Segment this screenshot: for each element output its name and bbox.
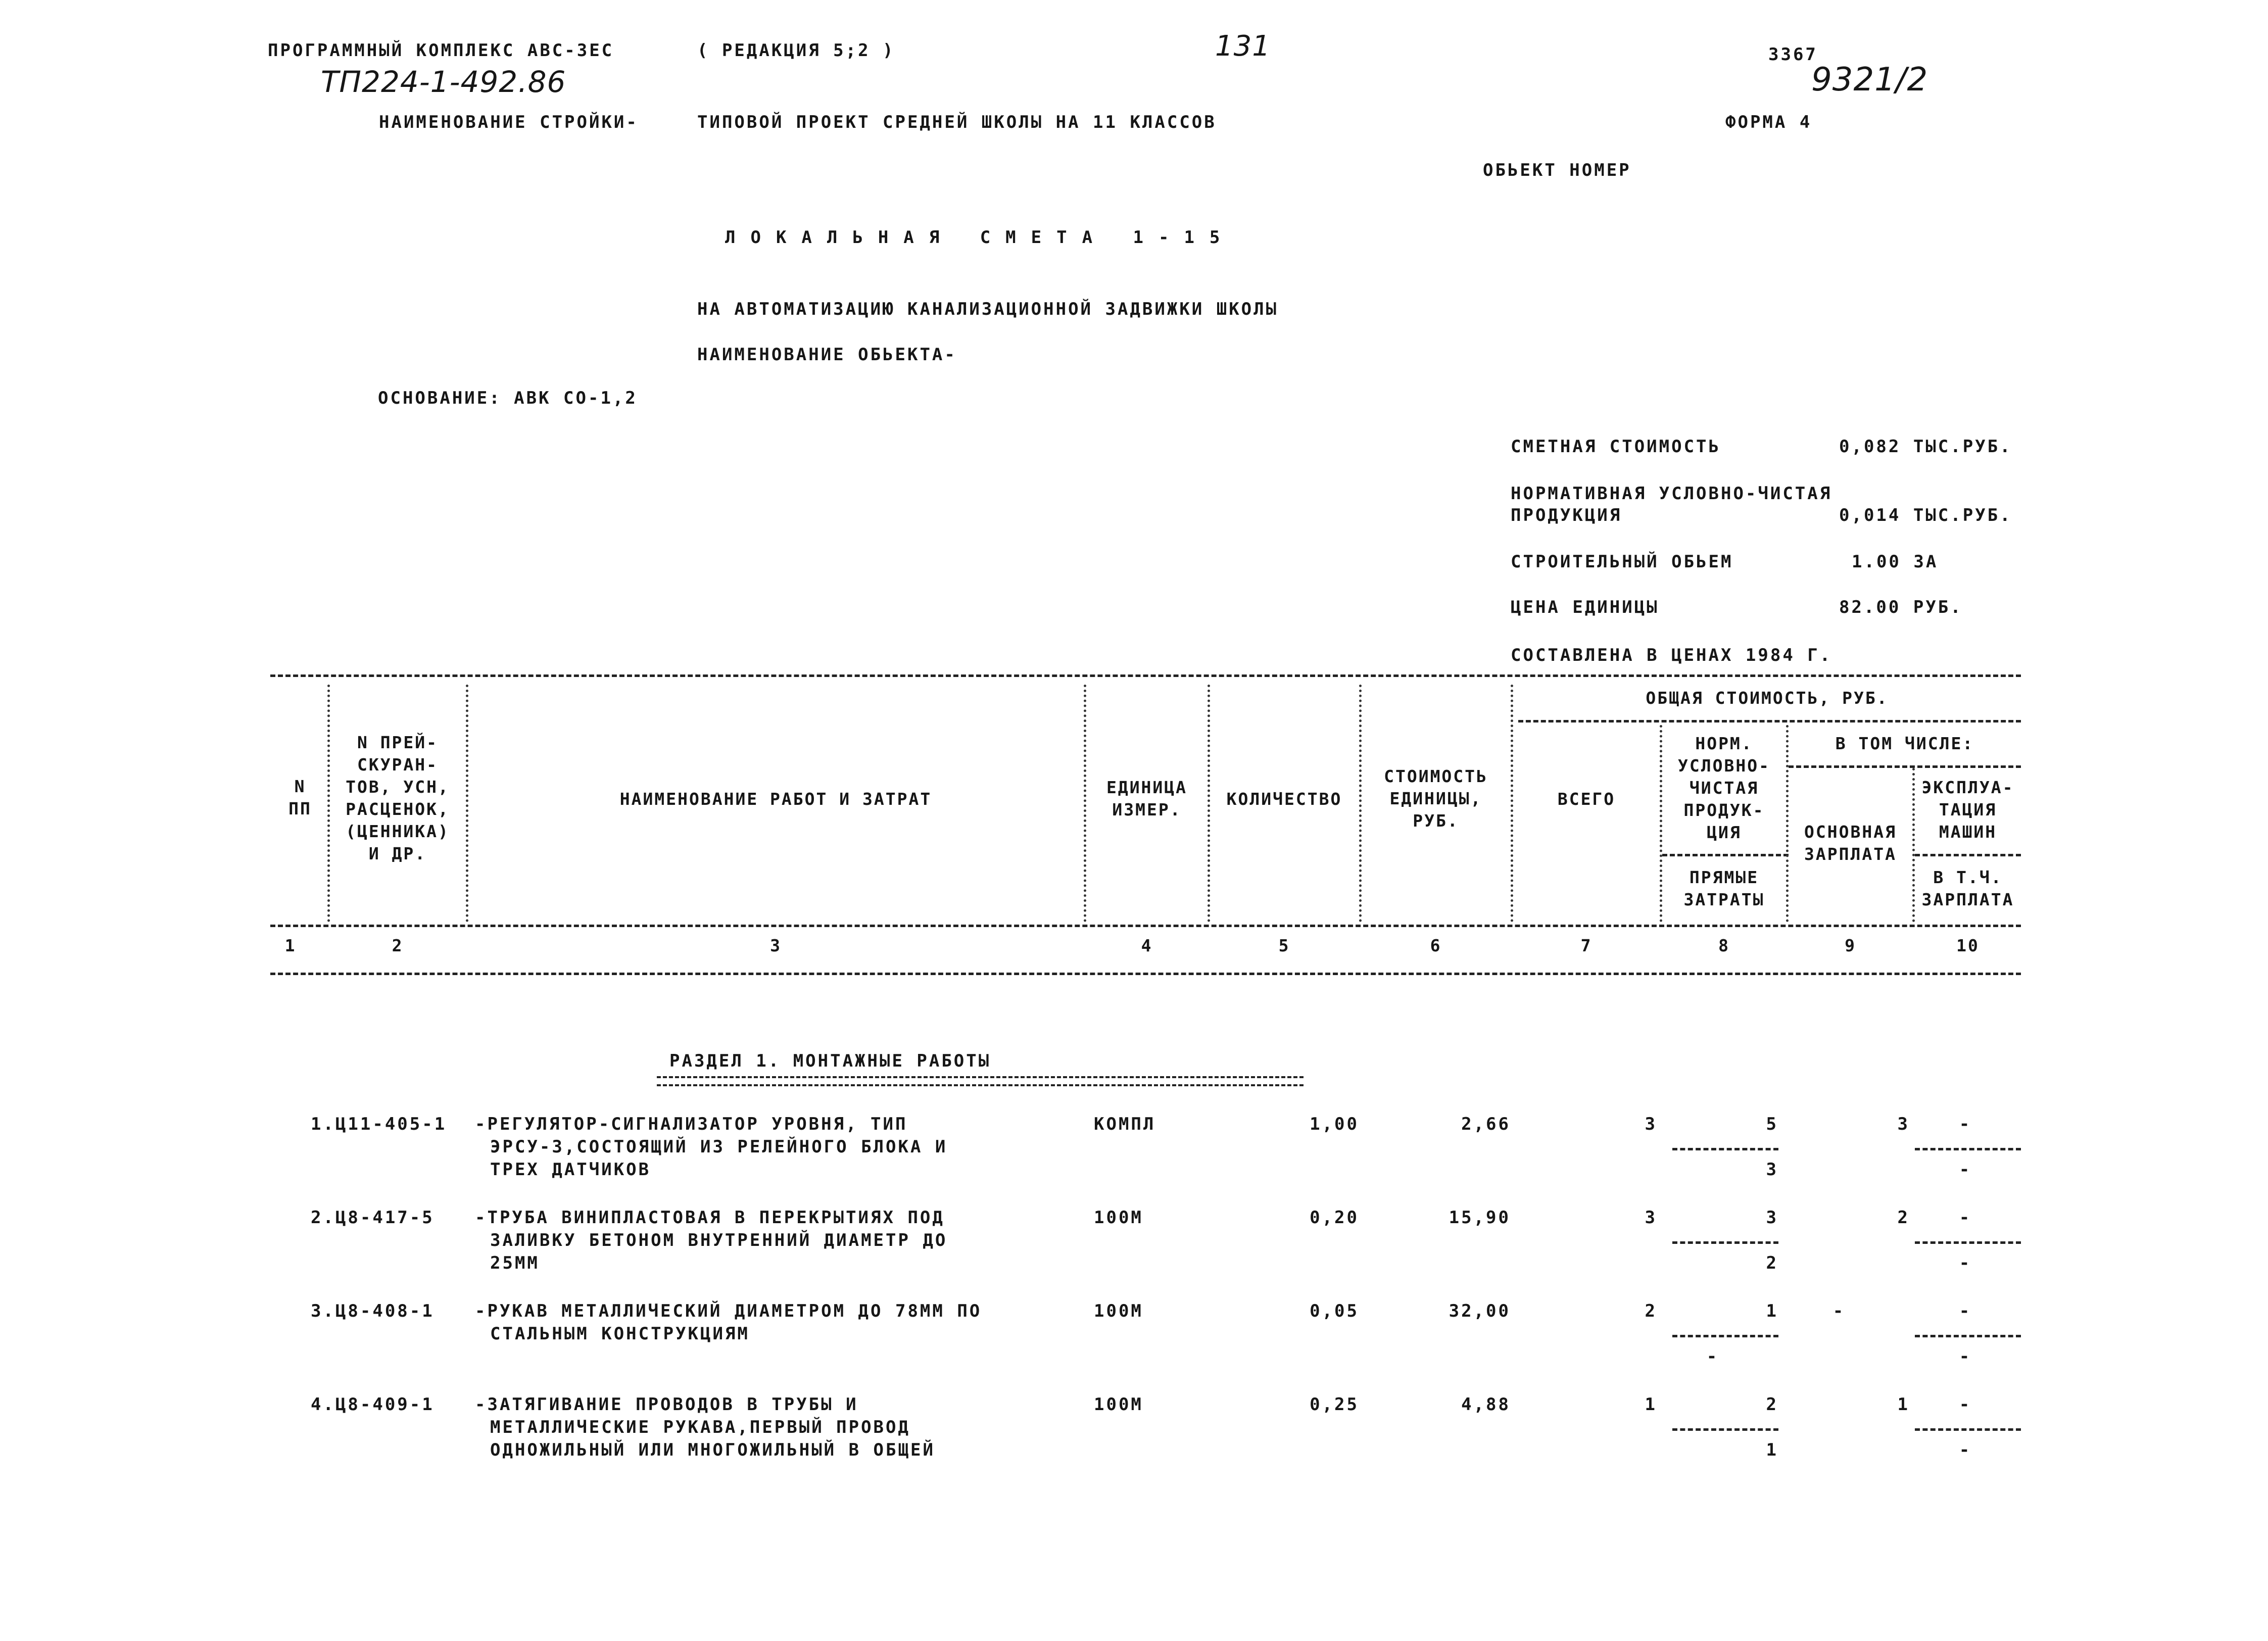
col-number: 7 [1580, 936, 1593, 955]
row-machine-divider [1915, 1335, 2021, 1337]
row-name-line: -РЕГУЛЯТОР-СИГНАЛИЗАТОР УРОВНЯ, ТИП [475, 1114, 908, 1134]
row-direct-costs: - [1706, 1346, 1719, 1367]
prices-note: СОСТАВЛЕНА В ЦЕНАХ 1984 Г. [1511, 645, 1832, 665]
row-total: 3 [1645, 1208, 1657, 1228]
row-name-line: 25ММ [490, 1253, 540, 1273]
row-norm-product: 5 [1766, 1114, 1778, 1134]
normative-product-label-2: ПРОДУКЦИЯ [1511, 505, 1622, 525]
col-number: 5 [1278, 936, 1290, 955]
row-unit: КОМПЛ [1094, 1114, 1156, 1134]
row-name-line: -ЗАТЯГИВАНИЕ ПРОВОДОВ В ТРУБЫ И [475, 1394, 858, 1415]
row-code: 3.Ц8-408-1 [311, 1301, 435, 1321]
unit-price-label: ЦЕНА ЕДИНИЦЫ [1511, 597, 1659, 617]
col-header-base-salary: ОСНОВНАЯ ЗАРПЛАТА [1804, 822, 1897, 864]
row-norm-divider [1672, 1428, 1778, 1431]
document-number: 3367 [1768, 44, 1818, 65]
row-code: 2.Ц8-417-5 [311, 1208, 435, 1228]
row-name-line: ЭРСУ-3,СОСТОЯЩИЙ ИЗ РЕЛЕЙНОГО БЛОКА И [490, 1137, 948, 1157]
row-name-line: -РУКАВ МЕТАЛЛИЧЕСКИЙ ДИАМЕТРОМ ДО 78ММ ПО [475, 1301, 982, 1321]
row-unit: 100М [1094, 1301, 1143, 1321]
col-header-unit: ЕДИНИЦА ИЗМЕР. [1106, 778, 1188, 819]
col-header-name: НАИМЕНОВАНИЕ РАБОТ И ЗАТРАТ [619, 789, 932, 809]
col-number: 8 [1718, 936, 1730, 955]
row-unit: 100М [1094, 1208, 1143, 1228]
row-name-line: -ТРУБА ВИНИПЛАСТОВАЯ В ПЕРЕКРЫТИЯХ ПОД [475, 1208, 945, 1228]
row-direct-costs: 1 [1766, 1440, 1778, 1460]
row-machine-divider [1915, 1241, 2021, 1244]
section-title: РАЗДЕЛ 1. МОНТАЖНЫЕ РАБОТЫ [669, 1051, 991, 1071]
col-header-machine-operation: ЭКСПЛУА- ТАЦИЯ МАШИН [1921, 778, 2014, 842]
row-machine-total: 3 [1897, 1114, 1910, 1134]
row-total: 2 [1645, 1301, 1657, 1321]
construction-volume-value: 1.00 ЗА [1852, 552, 1939, 572]
col-number: 3 [770, 936, 782, 955]
col-header-quantity: КОЛИЧЕСТВО [1226, 789, 1342, 809]
row-machine-salary: - [1959, 1253, 1972, 1273]
row-machine-operation: - [1959, 1208, 1972, 1228]
row-norm-divider [1672, 1241, 1778, 1244]
col-header-including: В ТОМ ЧИСЛЕ: [1835, 734, 1974, 753]
row-unit-cost: 4,88 [1461, 1394, 1511, 1415]
col-header-index: N ПП [288, 777, 312, 818]
col-header-norm-product: НОРМ. УСЛОВНО- ЧИСТАЯ ПРОДУК- ЦИЯ [1678, 734, 1770, 842]
row-name-line: ЗАЛИВКУ БЕТОНОМ ВНУТРЕННИЙ ДИАМЕТР ДО [490, 1230, 948, 1250]
mach-split-rule [1915, 854, 2021, 856]
row-name-line: ОДНОЖИЛЬНЫЙ ИЛИ МНОГОЖИЛЬНЫЙ В ОБЩЕЙ [490, 1440, 935, 1460]
row-quantity: 0,05 [1310, 1301, 1359, 1321]
row-norm-divider [1672, 1335, 1778, 1337]
section-underline [657, 1076, 1304, 1086]
col-header-total: ВСЕГО [1557, 789, 1616, 809]
object-name-label: НАИМЕНОВАНИЕ ОБЬЕКТА- [697, 345, 957, 365]
row-name-line: МЕТАЛЛИЧЕСКИЕ РУКАВА,ПЕРВЫЙ ПРОВОД [490, 1417, 910, 1437]
row-unit-cost: 32,00 [1449, 1301, 1511, 1321]
row-machine-operation: - [1959, 1114, 1972, 1134]
row-name-line: ТРЕХ ДАТЧИКОВ [490, 1160, 651, 1180]
unit-price-value: 82.00 РУБ. [1839, 597, 1963, 617]
page-number: 131 [1215, 30, 1271, 63]
table-header-bottom-rule [270, 925, 2021, 927]
row-norm-divider [1672, 1148, 1778, 1150]
construction-label: НАИМЕНОВАНИЕ СТРОЙКИ- [379, 112, 639, 132]
estimated-cost-value: 0,082 ТЫС.РУБ. [1839, 437, 2012, 457]
col-number: 6 [1430, 936, 1442, 955]
row-name-line: СТАЛЬНЫМ КОНСТРУКЦИЯМ [490, 1324, 750, 1344]
row-machine-total: 2 [1897, 1208, 1910, 1228]
col-header-code: N ПРЕЙ- СКУРАН- ТОВ, УСН, РАСЦЕНОК, (ЦЕННИКА) И ДР. [346, 733, 450, 863]
col-number: 10 [1956, 936, 1980, 955]
col-number: 9 [1845, 936, 1856, 955]
total-cost-underline [1518, 720, 2021, 722]
row-quantity: 0,25 [1310, 1394, 1359, 1415]
estimated-cost-label: СМЕТНАЯ СТОИМОСТЬ [1511, 437, 1721, 457]
basis: ОСНОВАНИЕ: АВК СО-1,2 [378, 388, 638, 408]
row-machine-operation: - [1959, 1301, 1972, 1321]
row-machine-salary: - [1959, 1160, 1972, 1180]
row-norm-product: 2 [1766, 1394, 1778, 1415]
row-norm-product: 1 [1766, 1301, 1778, 1321]
row-total: 1 [1645, 1394, 1657, 1415]
table-numbers-bottom-rule [270, 973, 2021, 975]
normative-product-label-1: НОРМАТИВНАЯ УСЛОВНО-ЧИСТАЯ [1511, 484, 1832, 504]
row-code: 4.Ц8-409-1 [311, 1394, 435, 1415]
col-number: 2 [392, 936, 404, 955]
col-number: 4 [1141, 936, 1153, 955]
row-direct-costs: 3 [1766, 1160, 1778, 1180]
row-base-salary: - [1832, 1301, 1846, 1321]
row-code: 1.Ц11-405-1 [311, 1114, 447, 1134]
col-header-direct-costs: ПРЯМЫЕ ЗАТРАТЫ [1683, 867, 1765, 909]
row-direct-costs: 2 [1766, 1253, 1778, 1273]
row-quantity: 0,20 [1310, 1208, 1359, 1228]
estimate-subject: НА АВТОМАТИЗАЦИЮ КАНАЛИЗАЦИОННОЙ ЗАДВИЖКИ ШКОЛЫ [697, 299, 1279, 319]
object-number-label: ОБЬЕКТ НОМЕР [1483, 160, 1631, 180]
row-machine-divider [1915, 1148, 2021, 1150]
row-machine-salary: - [1959, 1346, 1972, 1367]
edition: ( РЕДАКЦИЯ 5;2 ) [697, 40, 895, 61]
project-code: ТП224-1-492.86 [321, 65, 566, 99]
norm-split-rule [1662, 854, 1789, 856]
row-unit-cost: 15,90 [1449, 1208, 1511, 1228]
row-machine-divider [1915, 1428, 2021, 1431]
col-number: 1 [284, 936, 297, 955]
row-total: 3 [1645, 1114, 1657, 1134]
row-quantity: 1,00 [1310, 1114, 1359, 1134]
row-norm-product: 3 [1766, 1208, 1778, 1228]
sheet-reference: 9321/2 [1811, 61, 1928, 99]
col-header-total-cost: ОБЩАЯ СТОИМОСТЬ, РУБ. [1646, 688, 1889, 708]
row-unit: 100М [1094, 1394, 1143, 1415]
row-unit-cost: 2,66 [1461, 1114, 1511, 1134]
col-header-unit-cost: СТОИМОСТЬ ЕДИНИЦЫ, РУБ. [1384, 766, 1488, 831]
col-header-machine-salary: В Т.Ч. ЗАРПЛАТА [1921, 867, 2014, 909]
construction-value: ТИПОВОЙ ПРОЕКТ СРЕДНЕЙ ШКОЛЫ НА 11 КЛАССОВ [697, 112, 1217, 132]
form-number: ФОРМА 4 [1725, 112, 1812, 132]
row-machine-salary: - [1959, 1440, 1972, 1460]
document-title: ЛОКАЛЬНАЯ СМЕТА 1-15 [725, 227, 1235, 248]
table-top-rule [270, 674, 2021, 677]
incl-underline [1789, 765, 2021, 768]
row-machine-operation: - [1959, 1394, 1972, 1415]
normative-product-value: 0,014 ТЫС.РУБ. [1839, 505, 2012, 525]
row-machine-total: 1 [1897, 1394, 1910, 1415]
construction-volume-label: СТРОИТЕЛЬНЫЙ ОБЬЕМ [1511, 552, 1733, 572]
program-name: ПРОГРАММНЫЙ КОМПЛЕКС АВС-ЗЕС [268, 40, 614, 61]
